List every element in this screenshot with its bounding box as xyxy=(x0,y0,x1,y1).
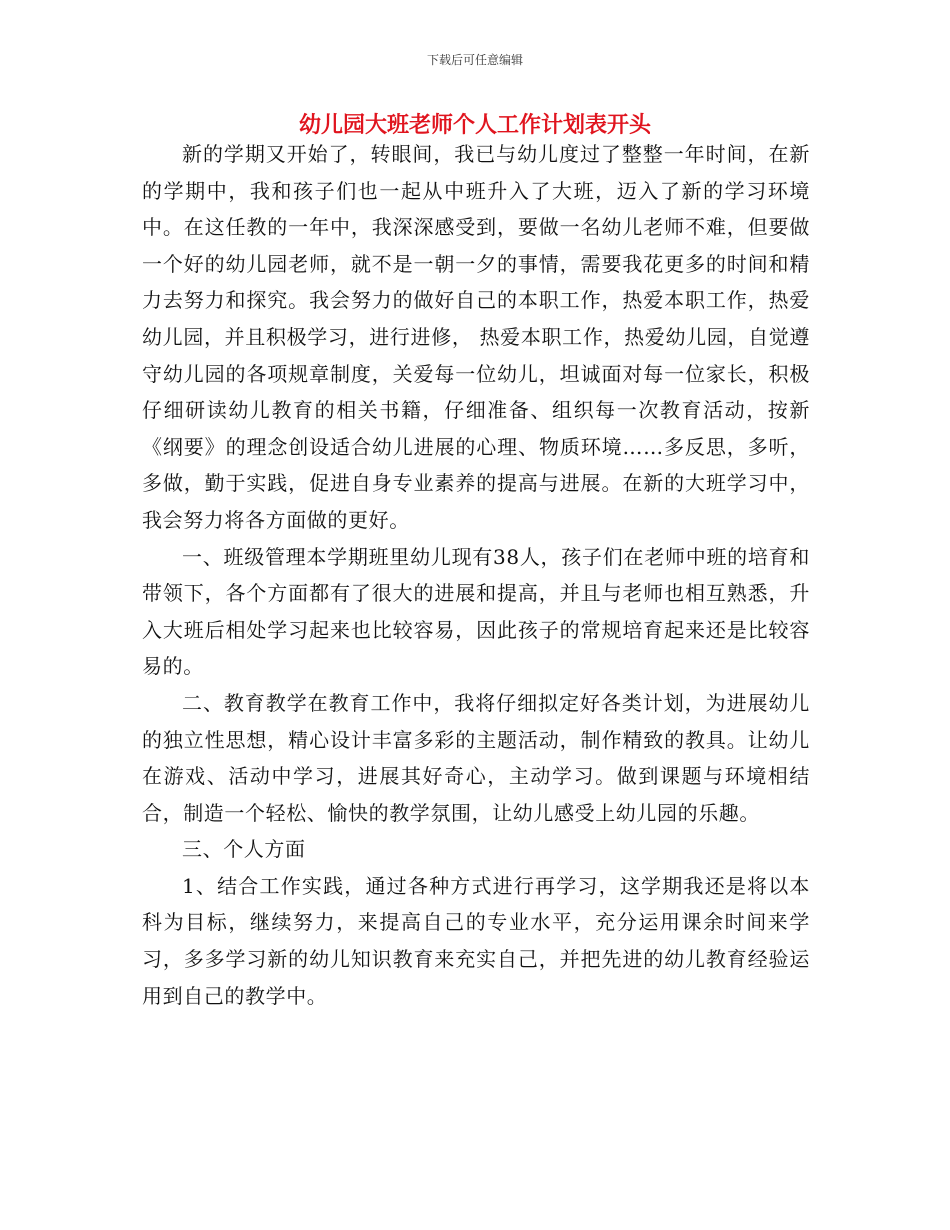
paragraph-class-management: 一、班级管理本学期班里幼儿现有38人，孩子们在老师中班的培育和带领下，各个方面都有了很大的进展和提高，并且与老师也相互熟悉，升入大班后相处学习起来也比较容易，因此孩子的常规培育起来还是比较容易的。 xyxy=(142,544,810,679)
document-title: 幼儿园大班老师个人工作计划表开头 xyxy=(298,113,651,138)
paragraph-intro: 新的学期又开始了，转眼间，我已与幼儿度过了整整一年时间，在新的学期中，我和孩子们也一起从中班升入了大班，迈入了新的学习环境中。在这任教的一年中，我深深感受到，要做一名幼儿老师不难，但要做一个好的幼儿园老师，就不是一朝一夕的事情，需要我花更多的时间和精力去努力和探究。我会努力的做好自己的本职工作，热爱本职工作，热爱幼儿园，并且积极学习，进行进修， 热爱本职工作，热爱幼儿园，自觉遵守幼儿园的各项规章制度，关爱每一位幼儿，坦诚面对每一位家长，积极仔细研读幼儿教育的相关书籍，仔细准备、组织每一次教育活动，按新《纲要》的理念创设适合幼儿进展的心理、物质环境……多反思，多听，多做，勤于实践，促进自身专业素养的提高与进展。在新的大班学习中，我会努力将各方面做的更好。 xyxy=(142,142,810,532)
document-body xyxy=(142,136,810,1014)
paragraph-personal-heading: 三、个人方面 xyxy=(182,837,306,862)
paragraph-personal-item-1: 1、结合工作实践，通过各种方式进行再学习，这学期我还是将以本科为目标，继续努力，来提高自己的专业水平，充分运用课余时间来学习，多多学习新的幼儿知识教育来充实自己，并把先进的幼儿教育经验运用到自己的教学中。 xyxy=(142,873,810,1008)
paragraph-teaching: 二、教育教学在教育工作中，我将仔细拟定好各类计划，为进展幼儿的独立性思想，精心设计丰富多彩的主题活动，制作精致的教具。让幼儿在游戏、活动中学习，进展其好奇心，主动学习。做到课题与环境相结合，制造一个轻松、愉快的教学氛围，让幼儿感受上幼儿园的乐趣。 xyxy=(142,690,810,825)
header-note: 下载后可任意编辑 xyxy=(426,53,523,67)
